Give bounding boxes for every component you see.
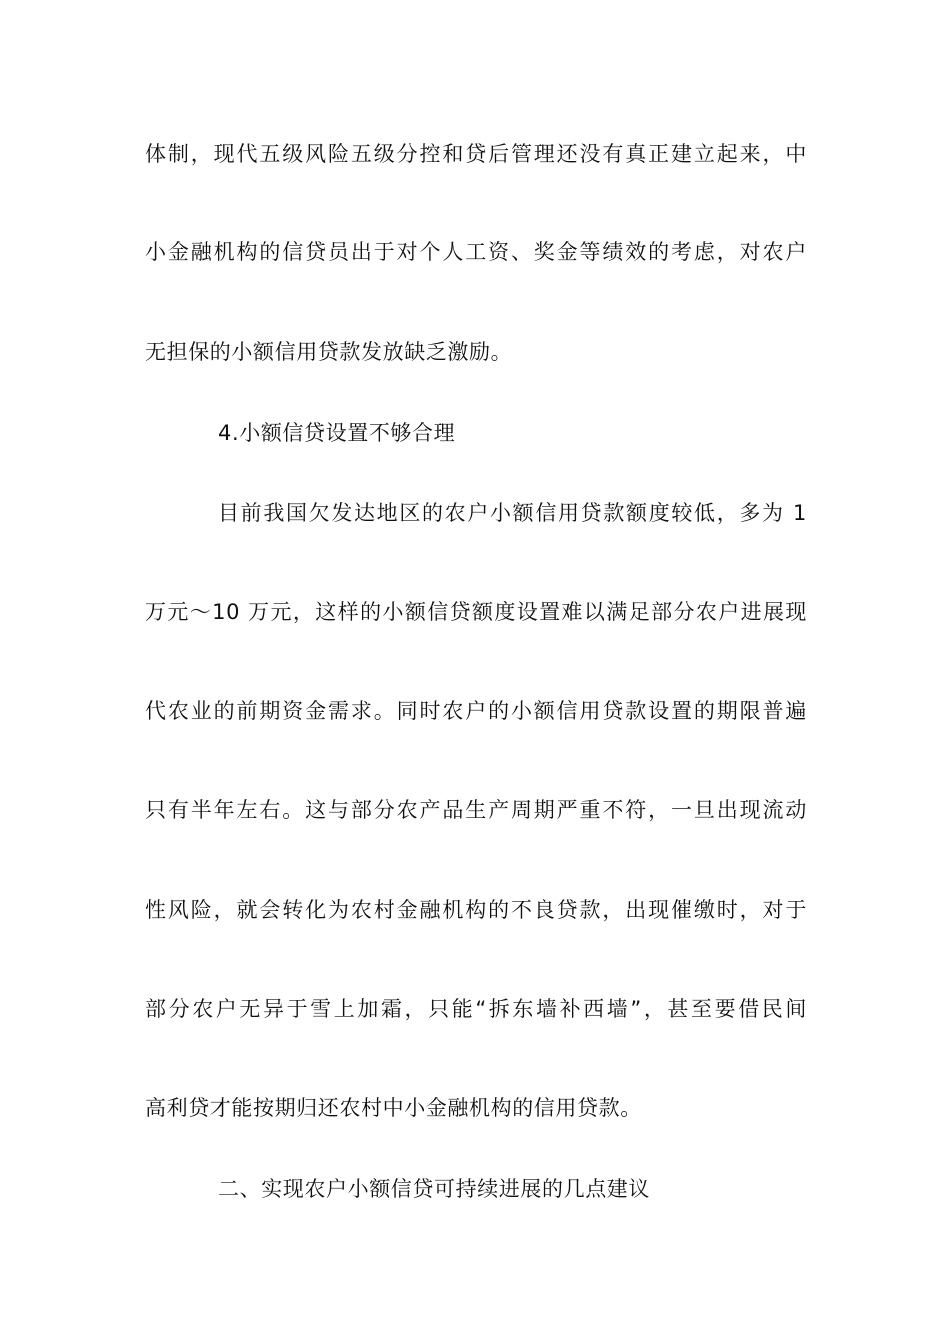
paragraph-line: 高利贷才能按期归还农村中小金融机构的信用贷款。 — [145, 1096, 642, 1120]
section-heading: 4.小额信贷设置不够合理 — [218, 421, 456, 445]
paragraph-line: 体制，现代五级风险五级分控和贷后管理还没有真正建立起来，中 — [145, 142, 807, 166]
paragraph-line: 无担保的小额信用贷款发放缺乏激励。 — [145, 340, 513, 364]
paragraph-line: 只有半年左右。这与部分农产品生产周期严重不符，一旦出现流动 — [145, 798, 807, 822]
paragraph-line: 目前我国欠发达地区的农户小额信用贷款额度较低，多为 1 — [218, 501, 807, 525]
paragraph-line: 部分农户无异于雪上加霜，只能“拆东墙补西墙”，甚至要借民间 — [145, 997, 807, 1021]
paragraph-line: 性风险，就会转化为农村金融机构的不良贷款，出现催缴时，对于 — [145, 898, 807, 922]
paragraph-line: 代农业的前期资金需求。同时农户的小额信用贷款设置的期限普遍 — [145, 699, 807, 723]
paragraph-line: 小金融机构的信贷员出于对个人工资、奖金等绩效的考虑，对农户 — [145, 240, 807, 264]
section-heading: 二、实现农户小额信贷可持续进展的几点建议 — [218, 1177, 650, 1201]
paragraph-line: 万元～10 万元，这样的小额信贷额度设置难以满足部分农户进展现 — [145, 600, 807, 624]
